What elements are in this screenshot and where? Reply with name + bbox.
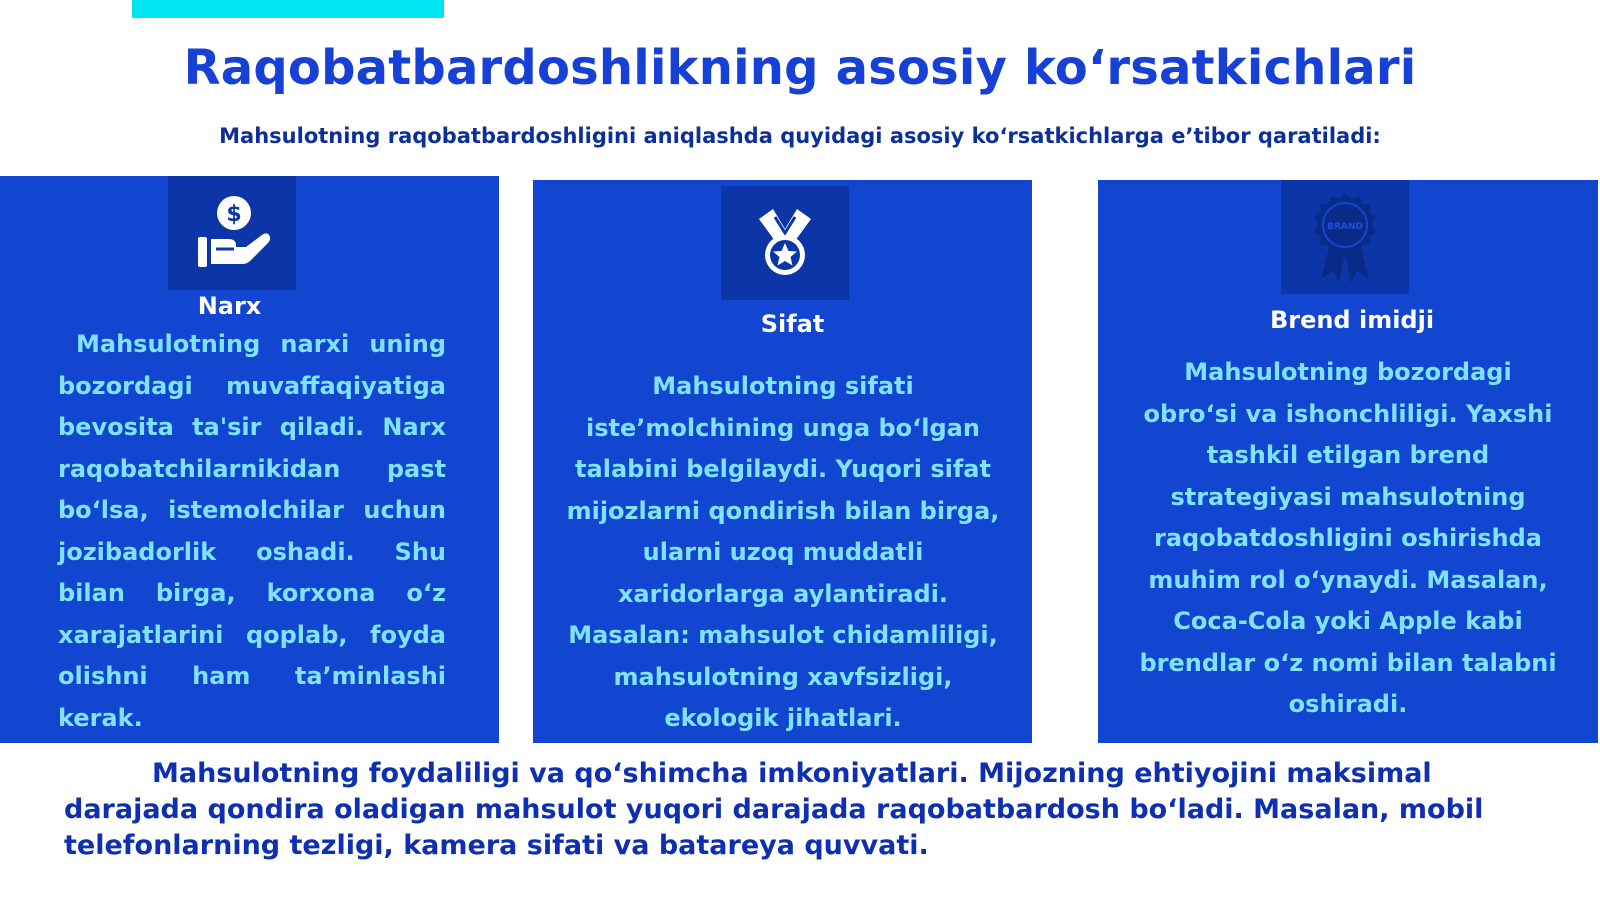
card-price-icon-box [168, 176, 296, 290]
card-brand-text: Mahsulotning bozordagi obro‘si va ishonchliligi. Yaxshi tashkil etilgan brend strategiyasi mahsulotning raqobatdoshligini oshirishda muhim rol o‘ynaydi. Masalan, Coca-Cola yoki Apple kabi brendlar o‘z nomi bilan talabni oshiradi. [1139, 358, 1557, 718]
card-brand-heading: Brend imidji [1269, 306, 1435, 334]
svg-text:$: $ [226, 202, 242, 227]
card-quality-heading: Sifat [760, 310, 825, 338]
slide-subtitle: Mahsulotning raqobatbardoshligini aniqlashda quyidagi asosiy ko‘rsatkichlarga e’tibor qaratiladi: [219, 124, 1381, 148]
card-brand [1098, 180, 1598, 743]
svg-text:BRAND: BRAND [1327, 222, 1363, 232]
accent-bar [132, 0, 444, 18]
card-price-text: Mahsulotning narxi uning bozordagi muvaffaqiyatiga bevosita ta'sir qiladi. Narx raqobatchilarnikidan past bo‘lsa, istemolchilar uchun jozibadorlik oshadi. Shu bilan birga, korxona o‘z xarajatlarini qoplab, foyda olishni ham ta’minlashi kerak. [58, 330, 446, 732]
card-quality-text: Mahsulotning sifati iste’molchining unga bo‘lgan talabini belgilaydi. Yuqori sifat mijozlarni qondirish bilan birga, ularni uzoq muddatli xaridorlarga aylantiradi. Masalan: mahsulot chidamliligi, mahsulotning xavfsizligi, ekologik jihatlari. [566, 372, 1000, 732]
card-brand-icon-box [1281, 180, 1409, 294]
card-quality [533, 180, 1032, 743]
bottom-paragraph: Mahsulotning foydaliligi va qo‘shimcha imkoniyatlari. Mijozning ehtiyojini maksimal darajada qondira oladigan mahsulot yuqori darajada raqobatbardosh bo‘ladi. Masalan, mobil telefonlarning tezligi, kamera sifati va batareya quvvati. [64, 758, 1484, 861]
slide-title: Raqobatbardoshlikning asosiy ko‘rsatkichlari [183, 40, 1417, 96]
card-price-heading: Narx [197, 292, 262, 320]
brand-seal-icon [1303, 189, 1387, 285]
card-price [0, 176, 499, 743]
medal-star-icon [745, 203, 825, 283]
hand-dollar-icon [192, 193, 272, 273]
card-quality-icon-box [721, 186, 849, 300]
